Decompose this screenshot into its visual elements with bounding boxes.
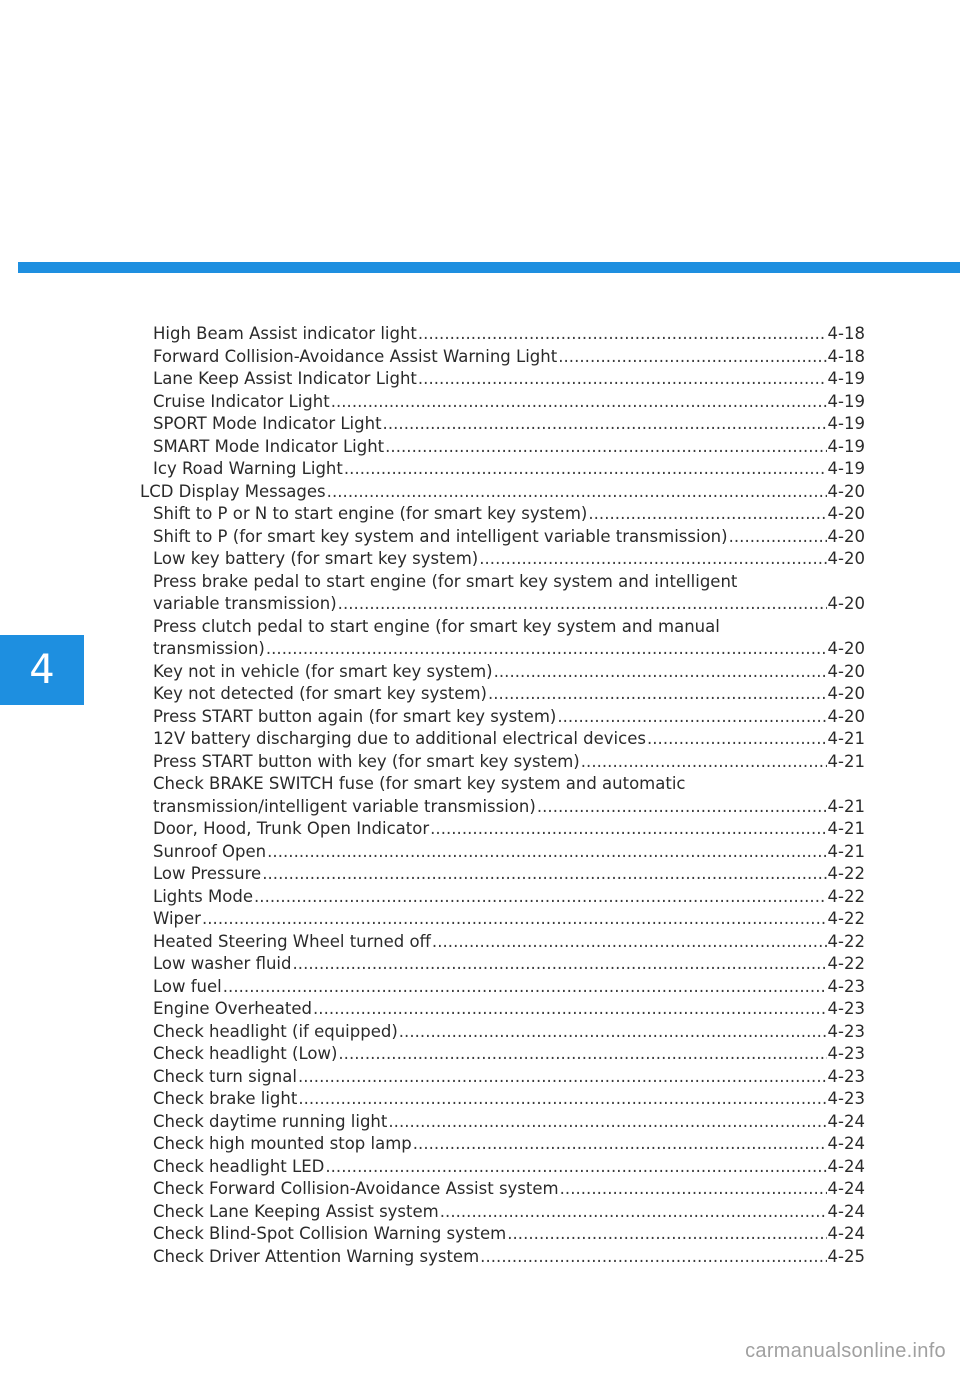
toc-entry[interactable] bbox=[140, 976, 865, 999]
dot-leader bbox=[588, 503, 826, 526]
toc-entry-title: Low key battery (for smart key system) bbox=[153, 549, 479, 568]
toc-entry[interactable] bbox=[140, 1021, 865, 1044]
toc-entry-page: 4-22 bbox=[827, 886, 865, 906]
toc-entry[interactable] bbox=[140, 751, 865, 774]
toc-entry-title: Check Forward Collision-Avoidance Assist system bbox=[153, 1179, 559, 1198]
toc-entry-title: Key not in vehicle (for smart key system) bbox=[153, 661, 493, 681]
toc-entry[interactable] bbox=[140, 683, 865, 706]
dot-leader bbox=[298, 1066, 827, 1089]
toc-entry-title: Door, Hood, Trunk Open Indicator bbox=[153, 819, 430, 838]
toc-entry[interactable] bbox=[140, 481, 865, 504]
toc-entry-title: Icy Road Warning Light bbox=[153, 459, 343, 478]
toc-entry[interactable] bbox=[140, 638, 865, 661]
dot-leader bbox=[325, 1156, 826, 1179]
dot-leader bbox=[313, 998, 827, 1021]
toc-entry-title: Low washer fluid bbox=[153, 954, 292, 973]
dot-leader bbox=[223, 976, 827, 999]
toc-entry-title: Wiper bbox=[153, 909, 201, 928]
toc-entry[interactable] bbox=[140, 998, 865, 1021]
chapter-number: 4 bbox=[29, 647, 55, 693]
dot-leader bbox=[298, 1088, 826, 1111]
toc-entry[interactable] bbox=[140, 503, 865, 526]
toc-entry-title: transmission/intelligent variable transmission) bbox=[153, 796, 536, 816]
dot-leader bbox=[399, 1021, 827, 1044]
toc-entry[interactable] bbox=[140, 1201, 865, 1224]
toc-entry-title: Lights Mode bbox=[153, 886, 253, 906]
toc-entry-page: 4-18 bbox=[827, 346, 865, 366]
toc-entry[interactable] bbox=[140, 1111, 865, 1134]
toc-entry-title: Check brake light bbox=[153, 1089, 298, 1108]
dot-leader bbox=[560, 1178, 827, 1201]
toc-entry-title: High Beam Assist indicator light bbox=[153, 324, 417, 343]
toc-entry-page: 4-21 bbox=[827, 796, 865, 816]
toc-entry-page: 4-19 bbox=[827, 459, 865, 478]
toc-entry[interactable] bbox=[140, 526, 865, 549]
toc-entry-title: Shift to P (for smart key system and intelligent variable transmission) bbox=[153, 526, 728, 546]
toc-entry-page: 4-24 bbox=[827, 1179, 865, 1198]
dot-leader bbox=[432, 931, 827, 954]
toc-entry[interactable] bbox=[140, 931, 865, 954]
toc-entry[interactable] bbox=[140, 706, 865, 729]
toc-entry-title: SPORT Mode Indicator Light bbox=[153, 414, 382, 433]
toc-entry[interactable] bbox=[140, 661, 865, 684]
header-accent-bar bbox=[18, 262, 960, 273]
dot-leader bbox=[254, 886, 827, 909]
chapter-tab[interactable] bbox=[0, 635, 84, 705]
toc-entry-page: 4-22 bbox=[827, 864, 865, 883]
toc-entry[interactable] bbox=[140, 728, 865, 751]
dot-leader bbox=[729, 526, 827, 549]
toc-entry-page: 4-24 bbox=[827, 1111, 865, 1131]
toc-entry-title: Check Blind-Spot Collision Warning system bbox=[153, 1224, 507, 1243]
dot-leader bbox=[507, 1223, 826, 1246]
toc-entry[interactable] bbox=[140, 413, 865, 436]
toc-entry[interactable] bbox=[140, 1133, 865, 1156]
dot-leader bbox=[537, 796, 827, 819]
toc-entry-title: SMART Mode Indicator Light bbox=[153, 436, 385, 456]
toc-entry-page: 4-19 bbox=[827, 391, 865, 411]
dot-leader bbox=[440, 1201, 827, 1224]
toc-entry[interactable] bbox=[140, 458, 865, 481]
dot-leader bbox=[338, 1043, 826, 1066]
toc-entry[interactable] bbox=[140, 1156, 865, 1179]
toc-entry[interactable] bbox=[140, 1088, 865, 1111]
dot-leader bbox=[479, 548, 826, 571]
toc-entry-title: Low Pressure bbox=[153, 864, 262, 883]
toc-entry-page: 4-20 bbox=[827, 504, 865, 523]
watermark: carmanualsonline.info bbox=[745, 1340, 946, 1362]
toc-entry[interactable] bbox=[140, 391, 865, 414]
toc-entry-title: LCD Display Messages bbox=[140, 481, 326, 501]
dot-leader bbox=[266, 638, 827, 661]
toc-entry-title: Cruise Indicator Light bbox=[153, 391, 330, 411]
dot-leader bbox=[480, 1246, 826, 1269]
toc-entry-page: 4-20 bbox=[827, 481, 865, 501]
toc-entry-title: Check headlight (Low) bbox=[153, 1044, 338, 1063]
dot-leader bbox=[430, 818, 826, 841]
dot-leader bbox=[327, 481, 827, 504]
dot-leader bbox=[557, 706, 826, 729]
dot-leader bbox=[202, 908, 827, 931]
toc-entry-page: 4-24 bbox=[827, 1201, 865, 1221]
dot-leader bbox=[338, 593, 827, 616]
toc-entry-title: Check Driver Attention Warning system bbox=[153, 1246, 480, 1266]
dot-leader bbox=[331, 391, 827, 414]
toc-entry-title: Check high mounted stop lamp bbox=[153, 1134, 412, 1153]
toc-entry-page: 4-21 bbox=[827, 841, 865, 861]
toc-entry-page: 4-21 bbox=[827, 751, 865, 771]
toc-entry-title: 12V battery discharging due to additional electrical devices bbox=[153, 729, 646, 748]
toc-entry-page: 4-23 bbox=[827, 999, 865, 1018]
toc-entry[interactable] bbox=[140, 1246, 865, 1269]
dot-leader bbox=[344, 458, 827, 481]
toc-entry[interactable] bbox=[140, 1223, 865, 1246]
toc-entry[interactable] bbox=[140, 1066, 865, 1089]
toc-entry-title: Heated Steering Wheel turned off bbox=[153, 931, 431, 951]
toc-entry[interactable] bbox=[140, 841, 865, 864]
toc-entry[interactable] bbox=[140, 368, 865, 391]
toc-entry[interactable] bbox=[140, 863, 865, 886]
toc-entry-page: 4-23 bbox=[827, 1044, 865, 1063]
dot-leader bbox=[418, 368, 827, 391]
toc-entry[interactable] bbox=[140, 953, 865, 976]
dot-leader bbox=[494, 661, 827, 684]
toc-entry-title: Engine Overheated bbox=[153, 999, 313, 1018]
dot-leader bbox=[581, 751, 827, 774]
toc-entry-title: Press START button again (for smart key system) bbox=[153, 706, 557, 726]
toc-entry-page: 4-18 bbox=[827, 324, 865, 343]
dot-leader bbox=[488, 683, 827, 706]
toc-entry-page: 4-25 bbox=[827, 1246, 865, 1266]
toc-entry[interactable] bbox=[140, 1043, 865, 1066]
dot-leader bbox=[413, 1133, 827, 1156]
toc-entry-page: 4-19 bbox=[827, 414, 865, 433]
table-of-contents bbox=[140, 323, 865, 1268]
toc-entry-page: 4-20 bbox=[827, 549, 865, 568]
toc-entry-title: variable transmission) bbox=[153, 594, 337, 613]
dot-leader bbox=[383, 413, 827, 436]
toc-entry-page: 4-20 bbox=[827, 639, 865, 658]
toc-entry-title: Low fuel bbox=[153, 976, 222, 996]
toc-entry-title: Key not detected (for smart key system) bbox=[153, 684, 487, 703]
toc-entry-title: Check daytime running light bbox=[153, 1111, 388, 1131]
toc-entry-title-line[interactable]: Press clutch pedal to start engine (for smart key system and manual bbox=[153, 616, 720, 636]
toc-entry[interactable] bbox=[140, 548, 865, 571]
toc-entry-page: 4-20 bbox=[827, 684, 865, 703]
toc-entry-title: Check turn signal bbox=[153, 1066, 297, 1086]
toc-entry[interactable] bbox=[140, 886, 865, 909]
toc-entry[interactable] bbox=[140, 323, 865, 346]
toc-entry-title: Lane Keep Assist Indicator Light bbox=[153, 369, 417, 388]
dot-leader bbox=[262, 863, 826, 886]
dot-leader bbox=[293, 953, 827, 976]
dot-leader bbox=[267, 841, 826, 864]
toc-entry-page: 4-22 bbox=[827, 931, 865, 951]
toc-entry[interactable] bbox=[140, 1178, 865, 1201]
toc-entry-title-line[interactable]: Press brake pedal to start engine (for smart key system and intelligent bbox=[153, 571, 738, 591]
dot-leader bbox=[385, 436, 826, 459]
toc-entry-title: Shift to P or N to start engine (for smart key system) bbox=[153, 504, 588, 523]
dot-leader bbox=[418, 323, 827, 346]
toc-entry[interactable] bbox=[140, 908, 865, 931]
toc-entry-page: 4-21 bbox=[827, 729, 865, 748]
dot-leader bbox=[558, 346, 826, 369]
dot-leader bbox=[647, 728, 827, 751]
toc-entry-page: 4-23 bbox=[827, 1066, 865, 1086]
toc-entry-page: 4-23 bbox=[827, 1021, 865, 1041]
toc-entry-page: 4-24 bbox=[827, 1224, 865, 1243]
toc-entry-title: transmission) bbox=[153, 639, 265, 658]
toc-entry-title: Press START button with key (for smart key system) bbox=[153, 751, 580, 771]
toc-entry[interactable] bbox=[140, 818, 865, 841]
toc-entry-page: 4-19 bbox=[827, 436, 865, 456]
toc-entry-page: 4-19 bbox=[827, 369, 865, 388]
toc-entry-page: 4-23 bbox=[827, 976, 865, 996]
dot-leader bbox=[388, 1111, 826, 1134]
toc-entry-page: 4-21 bbox=[827, 819, 865, 838]
toc-entry[interactable] bbox=[140, 796, 865, 819]
toc-entry-page: 4-22 bbox=[827, 954, 865, 973]
toc-entry-page: 4-20 bbox=[827, 594, 865, 613]
toc-entry-page: 4-20 bbox=[827, 661, 865, 681]
toc-entry-title: Forward Collision-Avoidance Assist Warning Light bbox=[153, 346, 558, 366]
toc-entry-title-line[interactable]: Check BRAKE SWITCH fuse (for smart key system and automatic bbox=[153, 774, 686, 793]
toc-entry-title: Check Lane Keeping Assist system bbox=[153, 1201, 439, 1221]
toc-entry-title: Sunroof Open bbox=[153, 841, 267, 861]
toc-entry-title: Check headlight LED bbox=[153, 1156, 325, 1176]
toc-entry-page: 4-20 bbox=[827, 706, 865, 726]
toc-entry[interactable] bbox=[140, 436, 865, 459]
toc-entry-page: 4-24 bbox=[827, 1134, 865, 1153]
toc-entry[interactable] bbox=[140, 346, 865, 369]
toc-entry[interactable] bbox=[140, 593, 865, 616]
toc-entry-page: 4-23 bbox=[827, 1089, 865, 1108]
toc-entry-title: Check headlight (if equipped) bbox=[153, 1021, 398, 1041]
toc-entry-page: 4-24 bbox=[827, 1156, 865, 1176]
toc-entry-page: 4-20 bbox=[827, 526, 865, 546]
toc-entry-page: 4-22 bbox=[827, 909, 865, 928]
